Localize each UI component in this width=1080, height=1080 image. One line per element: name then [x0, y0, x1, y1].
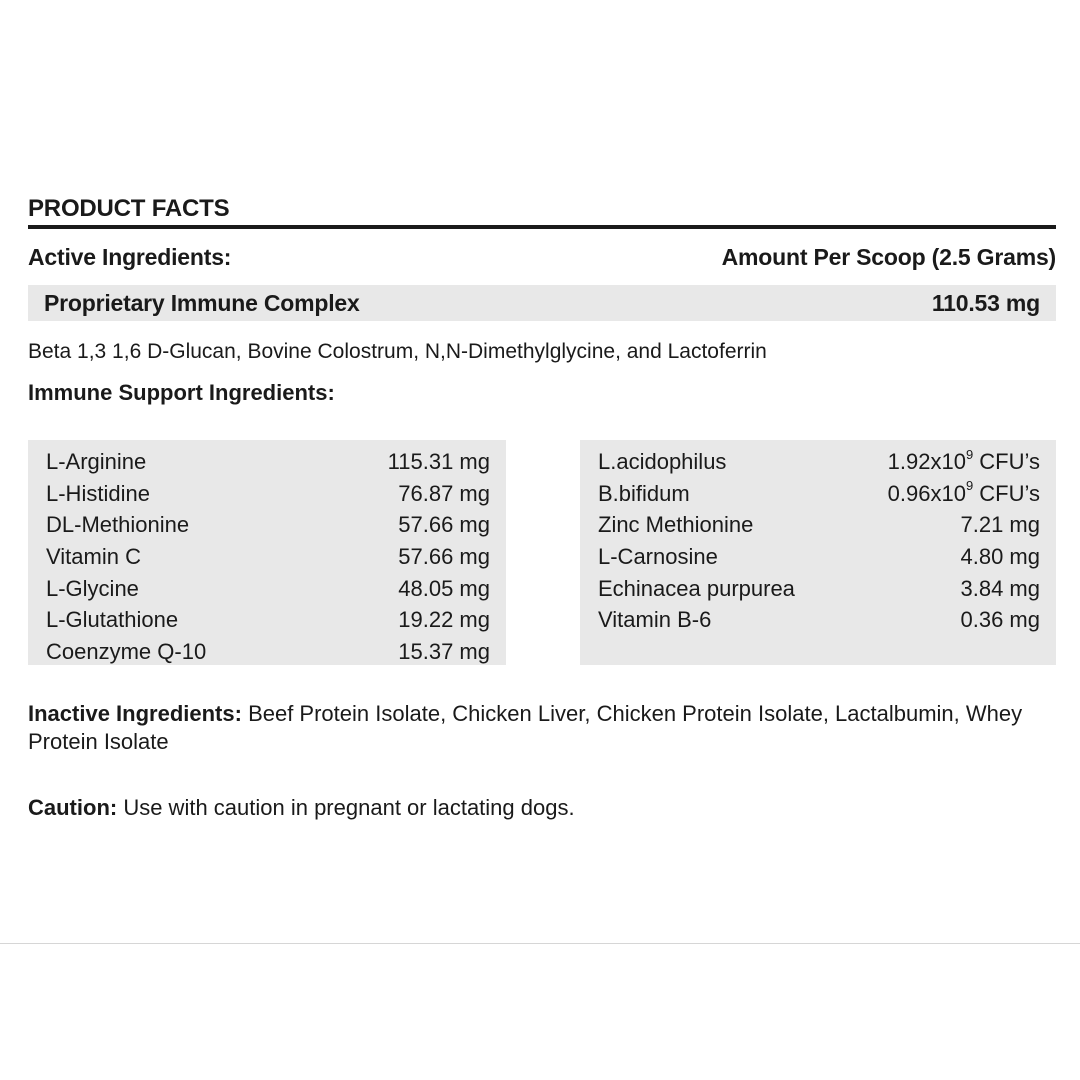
ingredient-row [598, 573, 1040, 605]
ingredient-row [46, 446, 490, 478]
inactive-text: Beef Protein Isolate, Chicken Liver, Chicken Protein Isolate, Lactalbumin, Whey Protein Isolate [28, 701, 1023, 754]
ingredient-amount: 3.84 mg [960, 575, 1040, 601]
ingredient-row [46, 604, 490, 636]
product-facts-title: PRODUCT FACTS [28, 195, 230, 222]
ingredient-row [46, 509, 490, 541]
immune-support-label: Immune Support Ingredients: [28, 380, 335, 405]
ingredient-row [598, 604, 1040, 636]
ingredient-row [598, 446, 1040, 478]
ingredient-name: Echinacea purpurea [598, 575, 795, 601]
amount-per-scoop-label: Amount Per Scoop (2.5 Grams) [721, 243, 1056, 270]
ingredient-amount: 57.66 mg [398, 544, 490, 570]
ingredient-name: L-Glycine [46, 575, 139, 601]
ingredient-amount: 15.37 mg [398, 639, 490, 665]
caution-note [28, 794, 1056, 822]
ingredient-row [598, 541, 1040, 573]
ingredient-name: Vitamin B-6 [598, 607, 712, 633]
ingredient-name: Coenzyme Q-10 [46, 639, 207, 665]
ingredient-amount [888, 446, 1040, 478]
ingredient-name: B.bifidum [598, 480, 690, 506]
ingredient-amount [888, 478, 1040, 510]
amount-exponent: 9 [965, 446, 974, 462]
ingredient-amount: 7.21 mg [960, 512, 1040, 538]
ingredient-tables [28, 440, 1056, 665]
amount-base: 1.92x10 [887, 449, 966, 474]
right-ingredient-table [580, 440, 1056, 665]
ingredient-row [598, 509, 1040, 541]
complex-name: Proprietary Immune Complex [44, 289, 360, 316]
ingredient-row [46, 636, 490, 668]
ingredient-name: Zinc Methionine [598, 512, 754, 538]
ingredient-amount: 4.80 mg [960, 544, 1040, 570]
amount-unit: CFU’s [973, 480, 1040, 506]
ingredient-amount: 115.31 mg [387, 449, 490, 474]
ingredient-name: DL-Methionine [46, 512, 190, 538]
caution-label: Caution: [28, 795, 118, 820]
caution-text: Use with caution in pregnant or lactating dogs. [117, 795, 575, 820]
ingredient-row [598, 478, 1040, 510]
ingredient-row [46, 573, 490, 605]
ingredient-amount: 76.87 mg [398, 480, 490, 506]
bottom-divider [0, 943, 1080, 944]
ingredient-name: Vitamin C [46, 544, 141, 570]
active-ingredients-header [28, 229, 1056, 285]
complex-amount: 110.53 mg [931, 289, 1040, 316]
ingredient-name: L-Glutathione [46, 607, 179, 633]
ingredient-amount: 57.66 mg [398, 512, 490, 538]
product-facts-panel [28, 193, 1056, 822]
inactive-ingredients [28, 700, 1056, 756]
amount-base: 0.96x10 [887, 480, 966, 506]
ingredient-row [46, 541, 490, 573]
ingredient-row [46, 478, 490, 510]
amount-unit: CFU’s [973, 449, 1040, 474]
ingredient-name: L-Arginine [46, 449, 147, 474]
inactive-label: Inactive Ingredients: [28, 701, 242, 726]
amount-exponent: 9 [965, 478, 974, 494]
complex-ingredients-text: Beta 1,3 1,6 D-Glucan, Bovine Colostrum, N,N-Dimethylglycine, and Lactoferrin [28, 340, 767, 363]
left-ingredient-table [28, 440, 506, 665]
proprietary-complex-row [28, 285, 1056, 321]
ingredient-name: L-Carnosine [598, 544, 718, 570]
ingredient-name: L.acidophilus [598, 449, 727, 474]
ingredient-amount: 0.36 mg [960, 607, 1040, 633]
ingredient-amount: 48.05 mg [398, 575, 490, 601]
active-ingredients-label: Active Ingredients: [28, 243, 232, 270]
ingredient-name: L-Histidine [46, 480, 150, 506]
ingredient-amount: 19.22 mg [398, 607, 490, 633]
